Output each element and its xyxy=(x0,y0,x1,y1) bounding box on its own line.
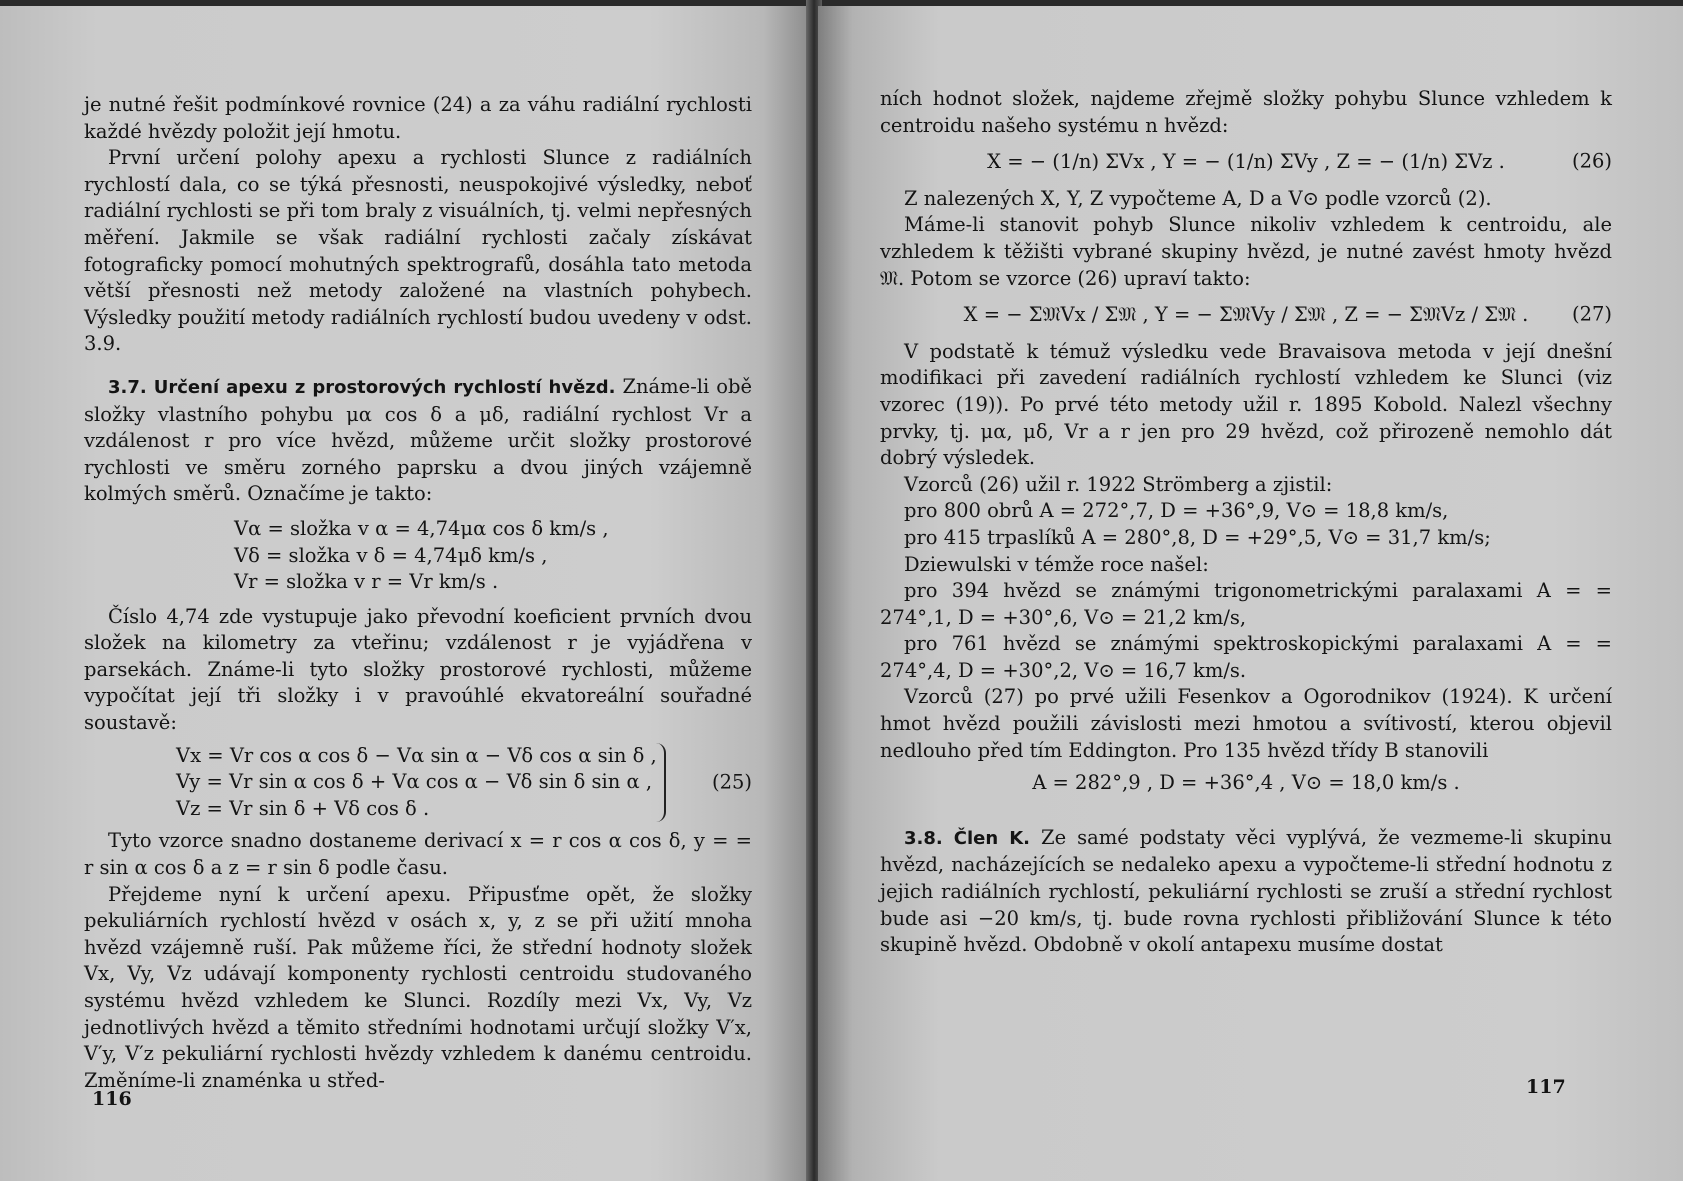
paragraph: je nutné řešit podmínkové rovnice (24) a za váhu radiální rychlosti každé hvězdy položit její hmotu. xyxy=(84,93,752,143)
page-number: 116 xyxy=(92,1088,132,1110)
section-heading: 3.7. Určení apexu z prostorových rychlostí hvězd. xyxy=(108,376,616,398)
equation-line: Vz = Vr sin δ + Vδ cos δ . xyxy=(176,796,430,820)
equation-number: (26) xyxy=(1571,150,1612,174)
equation-text: X = − Σ𝔐Vx / Σ𝔐 , Y = − Σ𝔐Vy / Σ𝔐 , Z = − Σ𝔐Vz / Σ𝔐 . xyxy=(963,303,1529,327)
paragraph: Přejdeme nyní k určení apexu. Připusťme opět, že složky pekuliárních rychlostí hvězd v osách x, y, z se při užití mnoha hvězd vzájemně ruší. Pak můžeme říci, že střední hodnoty složek Vx, Vy, Vz udávají komponenty rychlosti centroidu studovaného systému hvězd vzhledem ke Slunci. Rozdíly mezi Vx, Vy, Vz jednotlivých hvězd a těmito středními hodnotami určují složky V′x, V′y, V′z pekuliární rychlosti hvězdy vzhledem k danému centroidu. Změníme-li znaménka u střed- xyxy=(84,882,752,1092)
left-page xyxy=(0,6,812,1181)
equation-25 xyxy=(84,743,752,823)
equation-27 xyxy=(880,302,1612,329)
result-line: pro 394 hvězd se známými trigonometrickými paralaxami A = = 274°,1, D = +30°,6, V⊙ = 21,2 km/s, xyxy=(880,579,1612,629)
equation-26 xyxy=(880,149,1612,176)
right-page xyxy=(818,6,1683,1181)
paragraph: Vzorců (26) užil r. 1922 Strömberg a zjistil: xyxy=(904,472,1333,496)
section-text: Ze samé podstaty věci vyplývá, že vezmeme-li skupinu hvězd, nacházejících se nedaleko apexu a vypočteme-li střední hodnotu z jejich radiálních rychlostí, pekuliární rychlosti se zruší a střední rychlost bude asi −20 km/s, tj. bude rovna rychlosti přibližování Slunce k této skupině hvězd. Obdobně v okolí antapexu musíme dostat xyxy=(880,825,1613,957)
equation-line: Vr = složka v r = Vr km/s . xyxy=(234,570,499,594)
equation-line: Vy = Vr sin α cos δ + Vα cos α − Vδ sin δ sin α , xyxy=(176,770,653,794)
equation-line: Vα = složka v α = 4,74μα cos δ km/s , xyxy=(234,516,609,540)
paragraph: Tyto vzorce snadno dostaneme derivací x = r cos α cos δ, y = = r sin α cos δ a z = r sin δ podle času. xyxy=(84,829,752,880)
paragraph: Z nalezených X, Y, Z vypočteme A, D a V⊙ podle vzorců (2). xyxy=(904,186,1492,210)
velocity-definitions xyxy=(84,516,752,596)
equation-line: Vδ = složka v δ = 4,74μδ km/s , xyxy=(234,543,548,567)
paragraph: Máme-li stanovit pohyb Slunce nikoliv vzhledem k centroidu, ale vzhledem k těžišti vybrané skupiny hvězd, je nutné zavést hmoty hvězd 𝔐. Potom se vzorce (26) upraví takto: xyxy=(880,213,1612,290)
equation-text: X = − (1/n) ΣVx , Y = − (1/n) ΣVy , Z = − (1/n) ΣVz . xyxy=(987,150,1505,174)
equation-number: (27) xyxy=(1571,303,1612,327)
equation-line: Vx = Vr cos α cos δ − Vα sin α − Vδ cos α sin δ , xyxy=(176,743,657,767)
right-text-column xyxy=(880,86,1612,959)
paragraph: Číslo 4,74 zde vystupuje jako převodní koeficient prvních dvou složek na kilometry za vteřinu; vzdálenost r je vyjádřena v parsekách. Známe-li tyto složky prostorové rychlosti, můžeme vypočítat její tři složky i v pravoúhlé ekvatoreální souřadné soustavě: xyxy=(84,604,752,735)
paragraph: Vzorců (27) po prvé užili Fesenkov a Ogorodnikov (1924). K určení hmot hvězd použili závislosti mezi hmotou a svítivostí, kterou objevil nedlouho před tím Eddington. Pro 135 hvězd třídy B stanovili xyxy=(880,685,1612,762)
paragraph: ních hodnot složek, najdeme zřejmě složky pohybu Slunce vzhledem k centroidu našeho systému n hvězd: xyxy=(880,87,1612,137)
page-number: 117 xyxy=(1526,1076,1566,1098)
brace xyxy=(652,743,666,823)
paragraph: Dziewulski v témže roce našel: xyxy=(904,552,1209,576)
section-3-8 xyxy=(880,825,1612,959)
result-line: pro 800 obrů A = 272°,7, D = +36°,9, V⊙ = 18,8 km/s, xyxy=(904,499,1449,523)
section-3-7 xyxy=(84,374,752,508)
paragraph: V podstatě k témuž výsledku vede Bravaisova metoda v její dnešní modifikaci při zavedení radiálních rychlostí vzhledem ke Slunci (viz vzorec (19)). Po prvé této metody užil r. 1895 Kobold. Nalezl všechny prvky, tj. μα, μδ, Vr a r jen pro 29 hvězd, což přirozeně nemohlo dát dobrý výsledek. xyxy=(880,339,1612,470)
section-text: Známe-li obě složky vlastního pohybu μα cos δ a μδ, radiální rychlost Vr a vzdálenost r pro více hvězd, můžeme určit složky prostorové rychlosti ve směru zorného paprsku a dvou jiných vzájemně kolmých směrů. Označíme je takto: xyxy=(84,374,753,506)
result-line: pro 761 hvězd se známými spektroskopickými paralaxami A = = 274°,4, D = +30°,2, V⊙ = 16,7 km/s. xyxy=(880,632,1612,682)
result-line: pro 415 trpaslíků A = 280°,8, D = +29°,5, V⊙ = 31,7 km/s; xyxy=(904,525,1491,549)
left-text-column xyxy=(84,92,752,1094)
section-heading: 3.8. Člen K. xyxy=(904,827,1031,849)
paragraph: První určení polohy apexu a rychlosti Slunce z radiálních rychlostí dala, co se týká přesnosti, neuspokojivé výsledky, neboť radiální rychlosti se při tom braly z visuálních, tj. velmi nepřesných měření. Jakmile se však radiální rychlosti začaly získávat fotograficky pomocí mohutných spektrografů, dosáhla tato metoda větší přesnosti než metody založené na vlastních pohybech. Výsledky použití metody radiálních rychlostí budou uvedeny v odst. 3.9. xyxy=(84,146,752,356)
result-equation: A = 282°,9 , D = +36°,4 , V⊙ = 18,0 km/s . xyxy=(1032,771,1460,795)
equation-number: (25) xyxy=(711,770,752,794)
